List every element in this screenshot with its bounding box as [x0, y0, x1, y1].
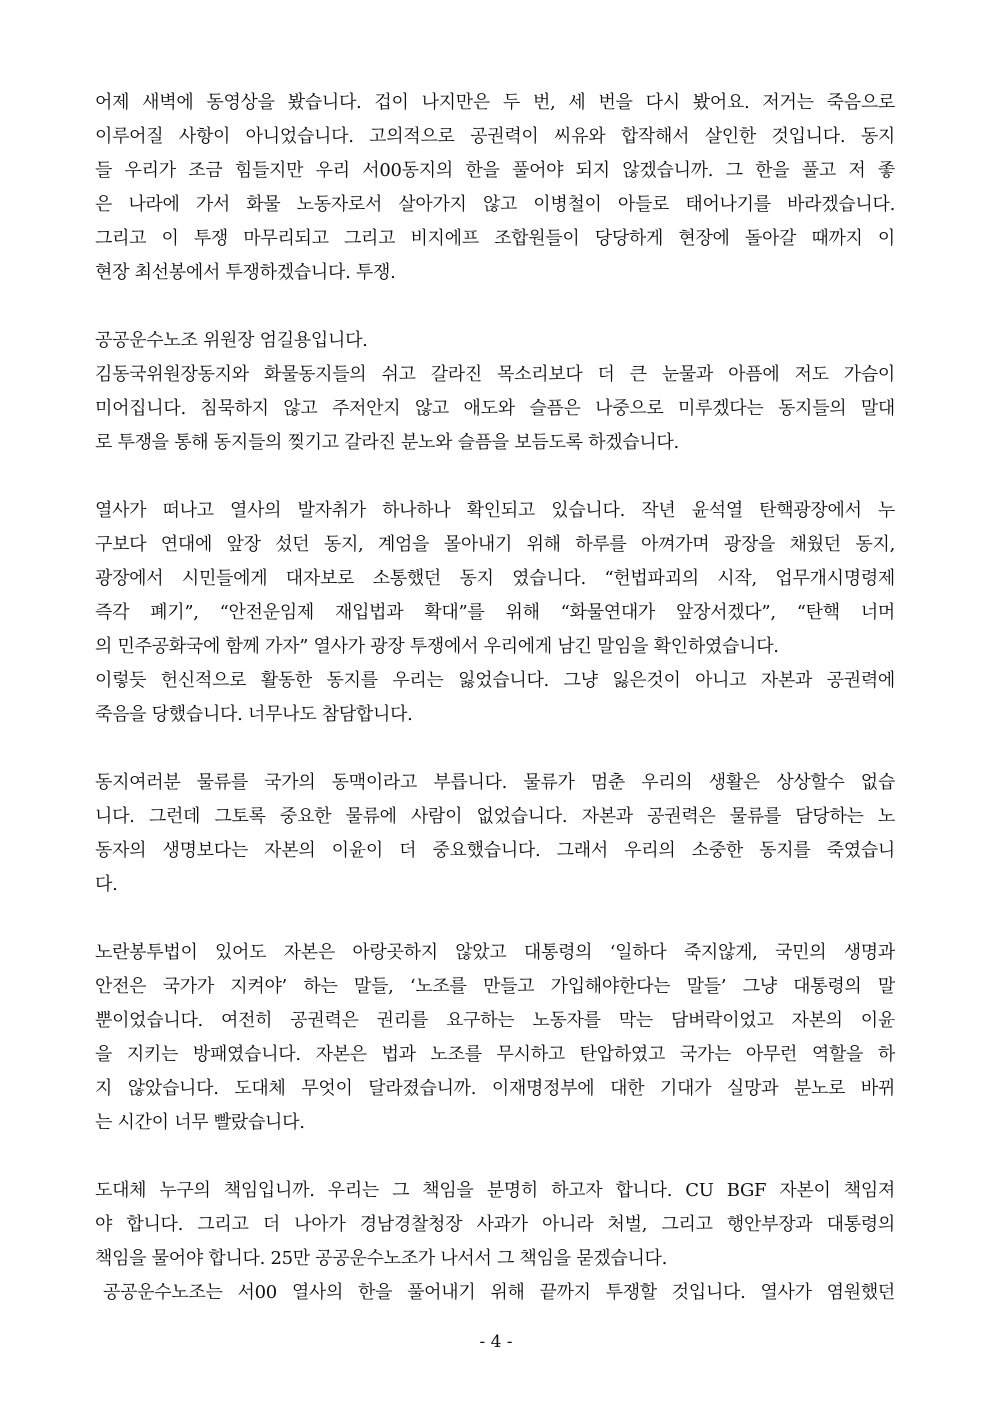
text-line: 뿐이었습니다. 여전히 공권력은 권리를 요구하는 노동자를 막는 담벼락이었고 자본의 이윤 — [95, 1010, 895, 1031]
paragraph-6 — [95, 1174, 895, 1310]
text-line: 어제 새벽에 동영상을 봤습니다. 겁이 나지만은 두 번, 세 번을 다시 봤어요. 저거는 죽음으로 — [95, 92, 895, 113]
text-line: 공공운수노조 위원장 엄길용입니다. — [95, 330, 368, 351]
text-line: 죽음을 당했습니다. 너무나도 참담합니다. — [95, 704, 413, 725]
text-line: 광장에서 시민들에게 대자보로 소통했던 동지 였습니다. “헌법파괴의 시작, 업무개시명령제 — [95, 568, 895, 589]
paragraph-gap — [95, 1140, 895, 1174]
text-line: 는 시간이 너무 빨랐습니다. — [95, 1112, 305, 1133]
text-line: 다. — [95, 874, 118, 895]
text-line: 현장 최선봉에서 투쟁하겠습니다. 투쟁. — [95, 262, 396, 283]
paragraph-5 — [95, 936, 895, 1140]
paragraph-4 — [95, 766, 895, 902]
text-line: 그리고 이 투쟁 마무리되고 그리고 비지에프 조합원들이 당당하게 현장에 돌아갈 때까지 이 — [95, 228, 895, 249]
paragraph-2 — [95, 324, 895, 460]
text-line: 이렇듯 헌신적으로 활동한 동지를 우리는 잃었습니다. 그냥 잃은것이 아니고 자본과 공권력에 — [95, 670, 895, 691]
paragraph-gap — [95, 732, 895, 766]
text-line: 동지여러분 물류를 국가의 동맥이라고 부릅니다. 물류가 멈춘 우리의 생활은 상상할수 없습 — [95, 772, 895, 793]
text-line: 을 지키는 방패였습니다. 자본은 법과 노조를 무시하고 탄압하였고 국가는 아무런 역할을 하 — [95, 1044, 895, 1065]
text-line: 미어집니다. 침묵하지 않고 주저안지 않고 애도와 슬픔은 나중으로 미루겠다는 동지들의 말대 — [95, 398, 895, 419]
text-line: 안전은 국가가 지켜야’ 하는 말들, ‘노조를 만들고 가입해야한다는 말들’ 그냥 대통령의 말 — [95, 976, 895, 997]
paragraph-1 — [95, 86, 895, 290]
text-line: 로 투쟁을 통해 동지들의 찢기고 갈라진 분노와 슬픔을 보듬도록 하겠습니다. — [95, 432, 679, 453]
page-number: - 4 - — [479, 1332, 513, 1352]
text-line: 김동국위원장동지와 화물동지들의 쉬고 갈라진 목소리보다 더 큰 눈물과 아픔에 저도 가슴이 — [95, 364, 895, 385]
text-line: 책임을 물어야 합니다. 25만 공공운수노조가 나서서 그 책임을 묻겠습니다. — [95, 1248, 668, 1269]
text-line: 니다. 그런데 그토록 중요한 물류에 사람이 없었습니다. 자본과 공권력은 물류를 담당하는 노 — [95, 806, 895, 827]
text-line: 즉각 폐기”, “안전운임제 재입법과 확대”를 위해 “화물연대가 앞장서겠다”, “탄핵 너머 — [95, 602, 895, 623]
text-line: 지 않았습니다. 도대체 무엇이 달라졌습니까. 이재명정부에 대한 기대가 실망과 분노로 바뀌 — [95, 1078, 895, 1099]
text-line: 이루어질 사항이 아니었습니다. 고의적으로 공권력이 씨유와 합작해서 살인한 것입니다. 동지 — [95, 126, 895, 147]
text-line: 도대체 누구의 책임입니까. 우리는 그 책임을 분명히 하고자 합니다. CU BGF 자본이 책임져 — [95, 1180, 895, 1201]
text-line: 노란봉투법이 있어도 자본은 아랑곳하지 않았고 대통령의 ‘일하다 죽지않게, 국민의 생명과 — [95, 942, 895, 963]
text-line: 의 민주공화국에 함께 가자” 열사가 광장 투쟁에서 우리에게 남긴 말임을 확인하였습니다. — [95, 636, 779, 657]
text-line: 동자의 생명보다는 자본의 이윤이 더 중요했습니다. 그래서 우리의 소중한 동지를 죽였습니 — [95, 840, 895, 861]
text-line: 열사가 떠나고 열사의 발자취가 하나하나 확인되고 있습니다. 작년 윤석열 탄핵광장에서 누 — [95, 500, 895, 521]
paragraph-3 — [95, 494, 895, 732]
text-line: 야 합니다. 그리고 더 나아가 경남경찰청장 사과가 아니라 처벌, 그리고 행안부장과 대통령의 — [95, 1214, 895, 1235]
paragraph-gap — [95, 902, 895, 936]
text-line: 은 나라에 가서 화물 노동자로서 살아가지 않고 이병철이 아들로 태어나기를 바라겠습니다. — [95, 194, 895, 215]
text-line: 들 우리가 조금 힘들지만 우리 서00동지의 한을 풀어야 되지 않겠습니까. 그 한을 풀고 저 좋 — [95, 160, 895, 181]
paragraph-gap — [95, 460, 895, 494]
text-line: 공공운수노조는 서00 열사의 한을 풀어내기 위해 끝까지 투쟁할 것입니다. 열사가 염원했던 — [103, 1282, 895, 1303]
document-body — [95, 86, 895, 1310]
paragraph-gap — [95, 290, 895, 324]
text-line: 구보다 연대에 앞장 섰던 동지, 계엄을 몰아내기 위해 하루를 아껴가며 광장을 채웠던 동지, — [95, 534, 895, 555]
